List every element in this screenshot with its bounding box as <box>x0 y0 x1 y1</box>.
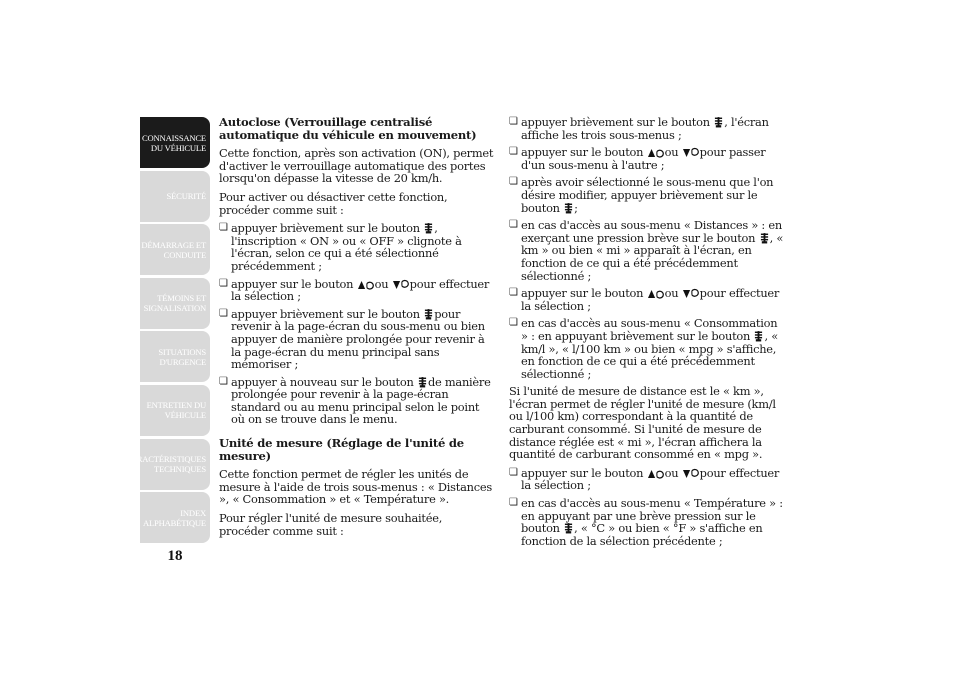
step-text: , « °C » ou bien « °F » s'affiche en fonction de la sélection précédente ; <box>521 521 763 548</box>
step-text: pour effectuer la sélection ; <box>231 276 490 304</box>
set-button-icon <box>564 523 573 534</box>
step-text: appuyer sur le bouton <box>521 145 644 160</box>
autoclose-paragraph-2: Pour activer ou désactiver cette fonction, procéder comme suit : <box>219 189 448 217</box>
tab-situations-d-urgence[interactable]: SITUATIONS D'URGENCE <box>140 331 210 382</box>
set-button-icon <box>424 309 433 320</box>
list-item <box>219 308 495 371</box>
step-text: de manière prolongée pour revenir à la page-écran standard ou au menu principal selon le point où on se trouve dans le menu. <box>231 374 491 427</box>
step-text: appuyer brièvement sur le bouton <box>231 306 420 321</box>
tab-caracteristiques-techniques[interactable]: CARACTÉRISTIQUES TECHNIQUES <box>140 439 210 490</box>
step-text: pour effectuer la sélection ; <box>521 286 780 313</box>
list-item <box>509 219 786 282</box>
step-text: appuyer brièvement sur le bouton <box>521 115 710 129</box>
list-item <box>219 222 495 272</box>
distance-paragraph: Si l'unité de mesure de distance est le « km », l'écran permet de régler l'unité de mesure (km/l ou l/100 km) correspondant à la quantité de carburant consommé. Si l'unité de mesure de distance réglée est « mi », l'écran affichera la quantité de carburant consommé en « mpg ». <box>509 384 776 462</box>
set-button-icon <box>424 223 433 234</box>
step-text: pour revenir à la page-écran du sous-menu ou bien appuyer de manière prolongée pour revenir à la page-écran du menu principal sans mémoriser ; <box>231 306 485 372</box>
up-button-icon <box>358 279 374 290</box>
autoclose-heading: Autoclose (Verrouillage centralisé automatique du véhicule en mouvement) <box>219 115 477 142</box>
list-item <box>509 176 786 214</box>
up-button-icon <box>648 468 664 479</box>
list-item <box>509 146 786 171</box>
left-column <box>219 116 495 543</box>
section-sidebar <box>125 117 210 546</box>
down-button-icon <box>683 288 699 299</box>
autoclose-paragraph-1: Cette fonction, après son activation (ON), permet d'activer le verrouillage automatique des portes lorsqu'on dépasse la vitesse de 20 km/h. <box>219 146 494 186</box>
step-text: , « km » ou bien « mi » apparaît à l'écran, en fonction de ce qui a été précédemment sélectionné ; <box>521 230 784 283</box>
step-text: appuyer brièvement sur le bouton <box>231 221 420 236</box>
step-text: ; <box>574 200 578 215</box>
list-item <box>219 278 495 303</box>
step-text: appuyer sur le bouton <box>521 465 644 480</box>
set-button-icon <box>714 117 723 128</box>
up-button-icon <box>648 288 664 299</box>
step-text: , l'écran affiche les trois sous-menus ; <box>521 115 769 142</box>
tab-temoins-et-signalisation[interactable]: TÉMOINS ET SIGNALISATION <box>140 278 210 329</box>
tab-securite[interactable]: SÉCURITÉ <box>140 171 210 222</box>
set-button-icon <box>564 203 573 214</box>
tab-demarrage-et-conduite[interactable]: DÉMARRAGE ET CONDUITE <box>140 224 210 275</box>
set-button-icon <box>418 377 427 388</box>
list-item <box>509 287 786 312</box>
list-item <box>509 116 786 141</box>
autoclose-steps <box>219 222 495 426</box>
step-text: ou <box>664 145 679 160</box>
list-item <box>509 497 786 547</box>
page-number: 18 <box>167 548 183 564</box>
step-text: appuyer sur le bouton <box>231 276 354 291</box>
list-item <box>509 317 786 380</box>
unit-heading: Unité de mesure (Réglage de l'unité de mesure) <box>219 436 464 463</box>
set-button-icon <box>760 233 769 244</box>
step-text: ou <box>664 465 679 480</box>
set-button-icon <box>754 331 763 342</box>
down-button-icon <box>683 468 699 479</box>
step-text: , « km/l », « l/100 km » ou bien « mpg » s'affiche, en fonction de ce qui a été précédemment sélectionné ; <box>521 328 778 381</box>
tab-entretien-du-vehicule[interactable]: ENTRETIEN DU VÉHICULE <box>140 385 210 436</box>
unit-paragraph-2: Pour régler l'unité de mesure souhaitée, procéder comme suit : <box>219 511 443 538</box>
step-text: après avoir sélectionné le sous-menu que l'on désire modifier, appuyer brièvement sur le bouton <box>521 175 774 215</box>
list-item <box>219 376 495 426</box>
step-text: appuyer sur le bouton <box>521 286 644 301</box>
down-button-icon <box>683 147 699 158</box>
down-button-icon <box>393 279 409 290</box>
unit-steps-continued <box>509 467 786 548</box>
step-text: en cas d'accès au sous-menu « Température » : en appuyant par une brève pression sur le bouton <box>521 496 783 536</box>
step-text: pour passer d'un sous-menu à l'autre ; <box>521 145 766 172</box>
right-column <box>509 116 786 552</box>
tab-index-alphabetique[interactable]: INDEX ALPHABÉTIQUE <box>140 492 210 543</box>
step-text: pour effectuer la sélection ; <box>521 465 780 493</box>
step-text: en cas d'accès au sous-menu « Distances » : en exerçant une pression brève sur le bouton <box>521 218 782 245</box>
step-text: appuyer à nouveau sur le bouton <box>231 374 414 389</box>
tab-connaissance-du-vehicule[interactable]: CONNAISSANCE DU VÉHICULE <box>140 117 210 168</box>
step-text: en cas d'accès au sous-menu « Consommation » : en appuyant brièvement sur le bouton <box>521 316 778 343</box>
step-text: , l'inscription « ON » ou « OFF » clignote à l'écran, selon ce qui a été sélectionné précédemment ; <box>231 221 462 273</box>
unit-steps <box>509 116 786 380</box>
step-text: ou <box>374 276 389 291</box>
up-button-icon <box>648 147 664 158</box>
unit-paragraph-1: Cette fonction permet de régler les unités de mesure à l'aide de trois sous-menus : « Distances », « Consommation » et « Température ». <box>219 467 492 507</box>
step-text: ou <box>664 286 679 301</box>
list-item <box>509 467 786 492</box>
